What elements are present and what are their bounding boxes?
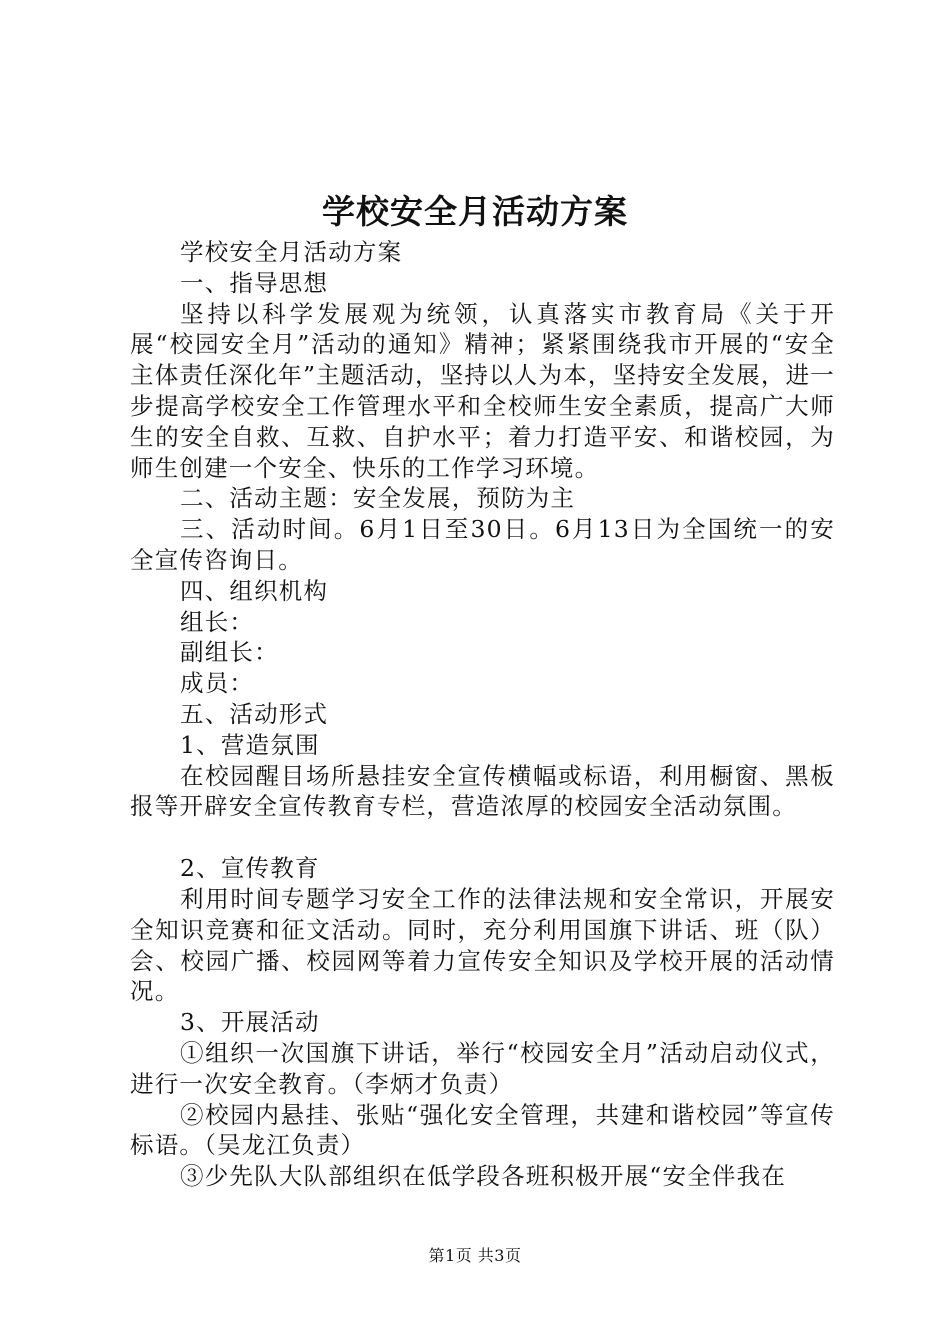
list-item-activity-2: ②校园内悬挂、张贴“强化安全管理，共建和谐校园”等宣传标语。（吴龙江负责）: [130, 1100, 835, 1160]
heading-organization: 四、组织机构: [180, 576, 329, 605]
paragraph-activity-time: 三、活动时间。6月1日至30日。6月13日为全国统一的安全宣传咨询日。: [130, 515, 835, 574]
heading-activity-forms: 五、活动形式: [180, 699, 329, 728]
paragraph-publicity: 利用时间专题学习安全工作的法律法规和安全常识，开展安全知识竞赛和征文活动。同时，充分利用国旗下讲话、班（队）会、校园广播、校园网等着力宣传安全知识及学校开展的活动情况。: [130, 884, 835, 1006]
list-item-activity-3: ③少先队大队部组织在低学段各班积极开展“安全伴我在: [180, 1162, 787, 1191]
list-item-activity-1: ①组织一次国旗下讲话，举行“校园安全月”活动启动仪式，进行一次安全教育。（李炳才负责）: [130, 1038, 835, 1098]
paragraph-subtitle: 学校安全月活动方案: [180, 238, 403, 266]
subheading-atmosphere: 1、营造氛围: [180, 730, 320, 759]
line-members: 成员：: [180, 669, 255, 698]
line-group-leader: 组长：: [180, 607, 255, 636]
document-body: [130, 237, 835, 1192]
heading-guiding-ideology: 一、指导思想: [180, 268, 329, 297]
document-title: 学校安全月活动方案: [322, 192, 628, 231]
paragraph-guiding-ideology: 坚持以科学发展观为统领，认真落实市教育局《关于开展“校园安全月”活动的通知》精神；紧紧围绕我市开展的“安全主体责任深化年”主题活动，坚持以人为本，坚持安全发展，进一步提高学校安全工作管理水平和全校师生安全素质，提高广大师生的安全自救、互救、自护水平；着力打造平安、和谐校园，为师生创建一个安全、快乐的工作学习环境。: [130, 299, 835, 482]
page-footer: 第1页 共3页: [428, 1246, 522, 1265]
line-deputy-leader: 副组长：: [180, 638, 279, 667]
heading-activity-theme: 二、活动主题：安全发展，预防为主: [180, 484, 576, 513]
subheading-publicity: 2、宣传教育: [180, 854, 320, 883]
paragraph-atmosphere: 在校园醒目场所悬挂安全宣传横幅或标语，利用橱窗、黑板报等开辟安全宣传教育专栏，营造浓厚的校园安全活动氛围。: [130, 761, 835, 821]
subheading-activities: 3、开展活动: [180, 1008, 320, 1037]
